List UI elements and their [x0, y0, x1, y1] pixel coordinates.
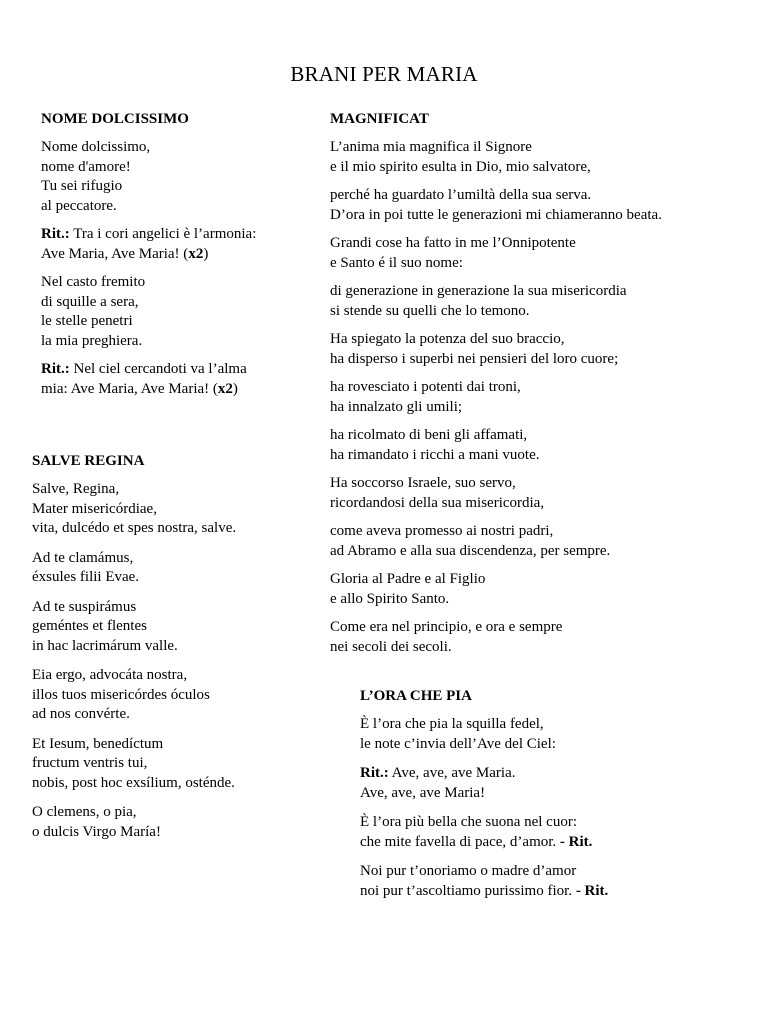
verse-line: ad Abramo e alla sua discendenza, per sempre.: [330, 542, 611, 559]
verse-line: le note c’invia dell’Ave del Ciel:: [360, 735, 556, 752]
verse-line: ricordandosi della sua misericordia,: [330, 494, 545, 511]
verse-line: la mia preghiera.: [41, 332, 143, 349]
stanza: [32, 598, 236, 657]
stanza: [32, 803, 236, 842]
section-heading: MAGNIFICAT: [330, 111, 429, 127]
verse-line: vita, dulcédo et spes nostra, salve.: [32, 520, 237, 536]
verse-line: Ad te suspirámus: [32, 598, 137, 615]
repeat-mark: x2: [188, 245, 204, 262]
verse-line: Gloria al Padre e al Figlio: [330, 571, 486, 587]
section-heading: NOME DOLCISSIMO: [41, 111, 189, 127]
refrain-text: Nel ciel cercandoti va l’alma: [69, 361, 247, 377]
stanza: [32, 666, 236, 725]
refrain-line: [41, 360, 256, 380]
refrain: [41, 225, 256, 264]
refrain-line: [41, 380, 256, 400]
verse-line: [360, 882, 608, 902]
stanza: [32, 735, 236, 794]
stanza: [330, 330, 662, 369]
verse-line: ha rimandato i ricchi a mani vuote.: [330, 446, 540, 463]
verse-line: di squille a sera,: [41, 293, 139, 310]
verse-line: Noi pur t’onoriamo o madre d’amor: [360, 863, 577, 879]
refrain-text: Ave Maria, Ave Maria! (: [41, 245, 189, 262]
refrain-text: mia: Ave Maria, Ave Maria! (: [41, 380, 218, 397]
verse-text: noi pur t’ascoltiamo purissimo fior.: [360, 882, 576, 899]
refrain-text: Ave, ave, ave Maria.: [388, 765, 516, 781]
verse-line: ad nos convérte.: [32, 706, 130, 722]
stanza: [330, 186, 662, 225]
section-heading: L’ORA CHE PIA: [360, 688, 472, 704]
verse-line: Nome dolcissimo,: [41, 139, 151, 155]
verse-line: al peccatore.: [41, 197, 117, 214]
verse-line: Tu sei rifugio: [41, 178, 123, 194]
verse-line: éxsules filii Evae.: [32, 569, 140, 585]
verse-line: o dulcis Virgo María!: [32, 823, 161, 840]
stanza: [360, 715, 608, 754]
verse-line: illos tuos misericórdes óculos: [32, 686, 210, 703]
verse-line: come aveva promesso ai nostri padri,: [330, 523, 554, 539]
verse-line: nobis, post hoc exsílium, osténde.: [32, 774, 235, 791]
refrain-line: Ave, ave, ave Maria!: [360, 784, 486, 801]
verse-line: Ad te clamámus,: [32, 549, 134, 566]
verse-line: di generazione in generazione la sua misericordia: [330, 283, 627, 299]
verse-line: ha disperso i superbi nei pensieri del loro cuore;: [330, 350, 619, 367]
section-salve-regina: [32, 452, 236, 852]
verse-line: nome d'amore!: [41, 158, 131, 175]
stanza: [41, 138, 256, 216]
verse-line: Come era nel principio, e ora e sempre: [330, 619, 563, 635]
verse-line: si stende su quelli che lo temono.: [330, 302, 530, 319]
verse-line: Nel casto fremito: [41, 274, 146, 290]
verse-line: e il mio spirito esulta in Dio, mio salvatore,: [330, 158, 591, 175]
verse-line: Eia ergo, advocáta nostra,: [32, 667, 188, 683]
verse-line: Ha spiegato la potenza del suo braccio,: [330, 331, 565, 347]
stanza: [330, 522, 662, 561]
verse-line: ha ricolmato di beni gli affamati,: [330, 427, 528, 443]
verse-line: fructum ventris tui,: [32, 755, 148, 771]
refrain: [41, 360, 256, 399]
section-heading: SALVE REGINA: [32, 453, 145, 469]
stanza: [330, 426, 662, 465]
stanza: [330, 138, 662, 177]
verse-line: e Santo é il suo nome:: [330, 254, 463, 271]
repeat-close: ): [232, 380, 238, 397]
page-title: BRANI PER MARIA: [290, 62, 478, 86]
refrain-ref: - Rit.: [559, 833, 593, 850]
verse-line: in hac lacrimárum valle.: [32, 637, 178, 654]
verse-line: le stelle penetri: [41, 313, 133, 329]
refrain-label: Rit.:: [360, 765, 389, 781]
refrain-text: Tra i cori angelici è l’armonia:: [69, 226, 257, 242]
refrain-label: Rit.:: [41, 226, 70, 242]
verse-line: O clemens, o pia,: [32, 804, 137, 820]
refrain-label: Rit.:: [41, 361, 70, 377]
verse-line: ha innalzato gli umili;: [330, 398, 463, 415]
refrain-ref: - Rit.: [575, 882, 609, 899]
stanza: [330, 378, 662, 417]
verse-line: È l’ora più bella che suona nel cuor:: [360, 814, 578, 830]
repeat-close: ): [203, 245, 209, 262]
verse-text: che mite favella di pace, d’amor.: [360, 833, 560, 850]
stanza: [330, 570, 662, 609]
verse-line: Mater misericórdiae,: [32, 500, 157, 517]
verse-line: Ha soccorso Israele, suo servo,: [330, 475, 516, 491]
refrain-line: [41, 225, 256, 245]
verse-line: È l’ora che pia la squilla fedel,: [360, 716, 544, 732]
verse-line: geméntes et flentes: [32, 618, 147, 634]
stanza: [330, 618, 662, 657]
repeat-mark: x2: [217, 380, 233, 397]
verse-line: nei secoli dei secoli.: [330, 638, 452, 655]
section-lora-che-pia: [360, 687, 608, 911]
stanza: [32, 480, 236, 539]
stanza: [330, 474, 662, 513]
stanza: [360, 813, 608, 852]
verse-line: Salve, Regina,: [32, 481, 120, 497]
stanza: [32, 549, 236, 588]
section-magnificat: [330, 110, 662, 666]
verse-line: D’ora in poi tutte le generazioni mi chiameranno beata.: [330, 206, 662, 223]
verse-line: perché ha guardato l’umiltà della sua serva.: [330, 187, 592, 203]
section-nome-dolcissimo: [41, 110, 256, 408]
stanza: [330, 282, 662, 321]
refrain: [360, 764, 608, 803]
stanza: [330, 234, 662, 273]
verse-line: Grandi cose ha fatto in me l’Onnipotente: [330, 235, 576, 251]
refrain-line: [41, 245, 256, 265]
verse-line: [360, 833, 608, 853]
verse-line: Et Iesum, benedíctum: [32, 735, 164, 752]
verse-line: L’anima mia magnifica il Signore: [330, 139, 532, 155]
stanza: [41, 273, 256, 351]
refrain-line: [360, 764, 608, 784]
verse-line: e allo Spirito Santo.: [330, 590, 450, 607]
stanza: [360, 862, 608, 901]
verse-line: ha rovesciato i potenti dai troni,: [330, 379, 521, 395]
